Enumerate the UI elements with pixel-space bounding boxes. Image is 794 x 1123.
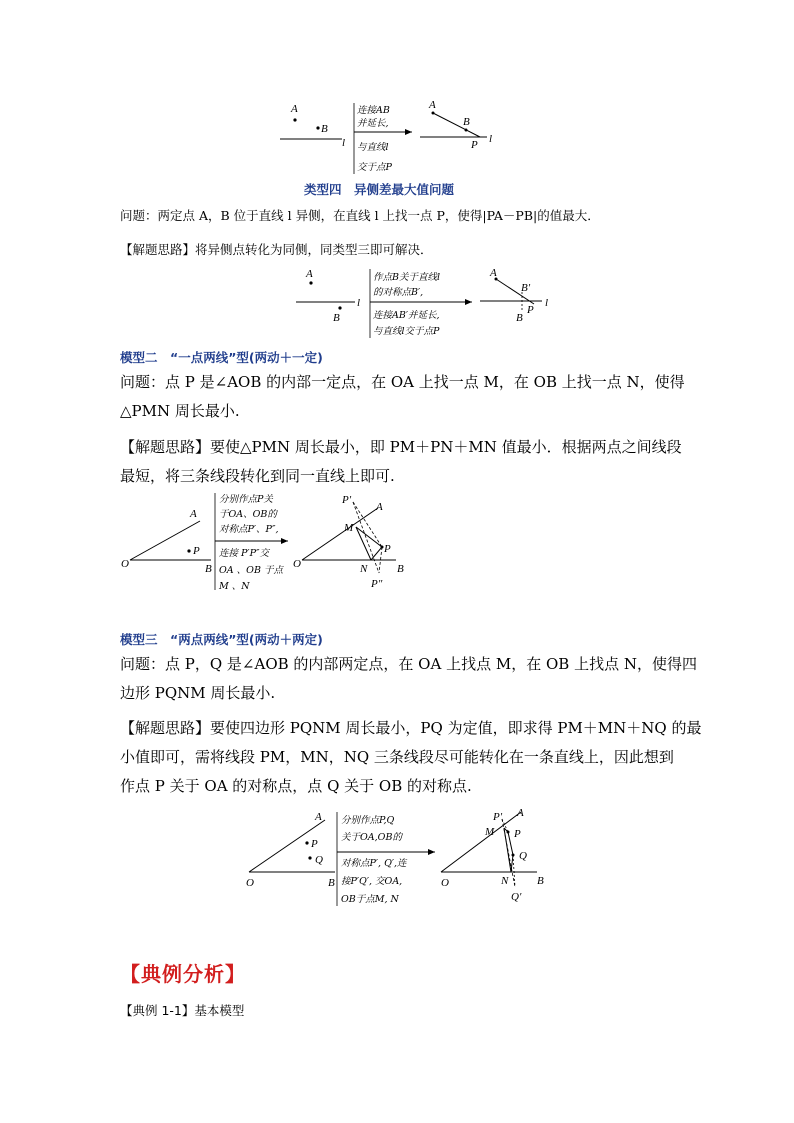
f1-step-1: 连接AB [357,105,390,116]
f3-label-n: N [360,563,368,575]
model2-title: 模型二 “一点两线”型(两动＋一定) [120,350,323,365]
f1-label-a: A [291,103,298,115]
type4-idea [120,240,433,258]
model3-idea-line2: 小值即可，需将线段 PM，MN，NQ 三条线段尽可能转化在一条直线上，因此想到 [120,748,674,766]
model3-problem-line2: 边形 PQNM 周长最小. [120,684,276,702]
model3-title: 模型三 “两点两线”型(两动＋两定) [120,632,323,647]
type4-title: 类型四 异侧差最大值问题 [304,182,455,197]
f4-label-b: B [328,877,335,889]
model3-idea-line3: 作点 P 关于 OA 的对称点，点 Q 关于 OB 的对称点. [120,777,472,795]
f4-label-q2: Q [519,850,527,862]
f4-label-q: Q [315,854,323,866]
f4-label-a: A [315,811,322,823]
figure-opposite-side [290,266,570,342]
f2-label-p: P [527,304,534,316]
f3-step-2: 于OA、OB的 [219,509,277,520]
f1-step-4: 交于点P [357,162,392,173]
f2-label-bprime: B′ [521,282,531,294]
f3-label-p2: P [384,543,391,555]
f2-step-3: 连接AB′并延长, [373,310,440,321]
f3-label-b: B [205,563,212,575]
f4-step-3: 对称点P′, Q′,连 [341,858,407,869]
f2-step-2: 的对称点B′, [373,287,424,298]
figure2-svg [290,266,570,342]
f1-label-l: l [342,137,346,149]
f3-step-3: 对称点P′、P″, [219,524,279,535]
f4-label-o2: O [441,877,449,889]
f4-label-p2: P [514,828,521,840]
f4-step-5: OB于点M, N [341,894,399,905]
f1-label-b2: B [463,116,470,128]
f4-label-p: P [311,838,318,850]
f4-label-o: O [246,877,254,889]
f1-label-b: B [321,123,328,135]
f4-step-1: 分别作点P,Q [341,815,395,826]
model3-idea-label: 【解题思路】 [120,719,211,737]
f3-label-o: O [121,558,129,570]
f3-label-o2: O [293,558,301,570]
figure-same-side-extension [270,96,510,176]
f4-label-m: M [485,826,495,838]
f2-label-b2: B [516,312,523,324]
model2-idea-line2: 最短，将三条线段转化到同一直线上即可. [120,467,395,485]
model3-problem-line1: 问题：点 P，Q 是∠AOB 的内部两定点，在 OA 上找点 M，在 OB 上找点 N，使得四 [120,655,697,673]
f3-label-a: A [190,508,197,520]
f4-label-pprime: P′ [493,811,503,823]
model2-problem-line1: 问题：点 P 是∠AOB 的内部一定点，在 OA 上找一点 M，在 OB 上找一点 N，使得 [120,373,685,391]
f2-label-a: A [306,268,313,280]
f1-step-2: 并延长, [357,118,389,129]
f4-step-2: 关于OA,OB的 [341,832,402,843]
f2-label-a2: A [490,267,497,279]
f2-label-l: l [357,297,361,309]
figure1-svg [270,96,510,176]
model3-idea-text: 要使四边形 PQNM 周长最小，PQ 为定值，即求得 PM＋MN＋NQ 的最 [210,719,702,737]
f3-label-p: P [193,545,200,557]
figure-two-points-two-lines [245,806,565,910]
figure-one-point-two-lines [118,490,418,592]
f3-step-1: 分别作点P关 [219,494,273,505]
model2-idea-label: 【解题思路】 [120,438,211,456]
f3-label-a2: A [376,501,383,513]
figure3-svg [118,490,418,592]
section-title-typical-examples: 【典例分析】 [120,962,246,986]
example-text: 基本模型 [194,1003,245,1018]
f1-label-l2: l [489,133,493,145]
model2-idea-text: 要使△PMN 周长最小，即 PM＋PN＋MN 值最小．根据两点之间线段 [210,438,682,456]
f4-label-b2: B [537,875,544,887]
f1-label-a2: A [429,99,436,111]
model3-idea-line1 [120,714,701,743]
model2-problem-line2: △PMN 周长最小. [120,402,240,420]
f3-step-6: M 、N [219,581,250,592]
f1-label-p: P [471,139,478,151]
type4-idea-text: 将异侧点转化为同侧，同类型三即可解决． [195,242,433,257]
f2-step-1: 作点B关于直线l [373,272,441,283]
example-heading [120,1001,244,1019]
f4-label-a2: A [517,807,524,819]
f2-label-l2: l [545,297,549,309]
f3-label-pprime: P′ [342,494,352,506]
f3-step-5: OA 、OB 于点 [219,565,283,576]
example-label: 【典例 1-1】 [120,1003,195,1018]
f3-label-m: M [344,522,354,534]
f3-step-4: 连接 P′P″交 [219,548,270,559]
figure4-svg [245,806,565,910]
f4-label-n: N [501,875,509,887]
f2-label-b: B [333,312,340,324]
f3-label-b2: B [397,563,404,575]
f1-step-3: 与直线l [357,142,389,153]
type4-idea-label: 【解题思路】 [120,242,196,257]
f3-label-pdprime: P″ [371,578,383,590]
f4-label-qprime: Q′ [511,891,522,903]
f4-step-4: 接P′Q′, 交OA, [341,876,403,887]
type4-problem: 问题：两定点 A，B 位于直线 l 异侧，在直线 l 上找一点 P，使得|PA－PB|的值最大． [120,208,600,223]
model2-idea-line1 [120,433,682,462]
f2-step-4: 与直线l交于点P [373,326,440,337]
